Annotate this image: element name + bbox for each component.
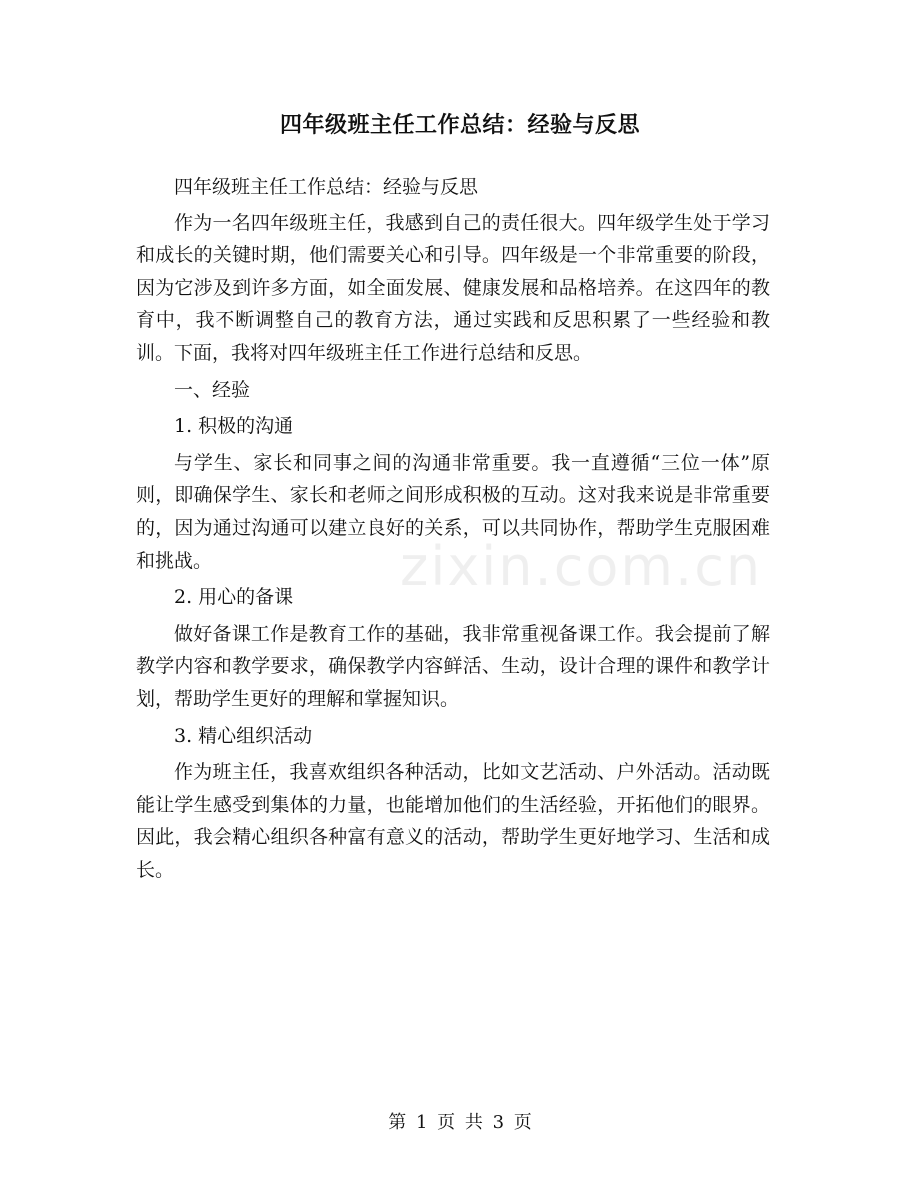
page-number-footer: 第 1 页 共 3 页 bbox=[388, 1112, 532, 1133]
paragraph-lesson-prep: 做好备课工作是教育工作的基础，我非常重视备课工作。我会提前了解教学内容和教学要求，确保教学内容鲜活、生动，设计合理的课件和教学计划，帮助学生更好的理解和掌握知识。 bbox=[136, 622, 770, 710]
section-heading-experience: 一、经验 bbox=[174, 378, 251, 401]
paragraph-activities: 作为班主任，我喜欢组织各种活动，比如文艺活动、户外活动。活动既能让学生感受到集体的力量，也能增加他们的生活经验，开拓他们的眼界。因此，我会精心组织各种富有意义的活动，帮助学生更好地学习、生活和成长。 bbox=[136, 761, 770, 881]
subheading-communication: 1. 积极的沟通 bbox=[174, 415, 294, 438]
watermark-text: zixin.com.cn bbox=[400, 535, 763, 598]
paragraph-communication: 与学生、家长和同事之间的沟通非常重要。我一直遵循“三位一体”原则，即确保学生、家长和老师之间形成积极的互动。这对我来说是非常重要的，因为通过沟通可以建立良好的关系，可以共同协作，帮助学生克服困难和挑战。 bbox=[136, 451, 770, 572]
document-title: 四年级班主任工作总结：经验与反思 bbox=[279, 113, 640, 138]
document-body bbox=[136, 171, 770, 886]
subheading-activities: 3. 精心组织活动 bbox=[174, 724, 313, 747]
subheading-lesson-prep: 2. 用心的备课 bbox=[174, 586, 294, 609]
paragraph-subtitle: 四年级班主任工作总结：经验与反思 bbox=[174, 176, 479, 198]
paragraph-intro: 作为一名四年级班主任，我感到自己的责任很大。四年级学生处于学习和成长的关键时期，他们需要关心和引导。四年级是一个非常重要的阶段，因为它涉及到许多方面，如全面发展、健康发展和品格培养。在这四年的教育中，我不断调整自己的教育方法，通过实践和反思积累了一些经验和教训。下面，我将对四年级班主任工作进行总结和反思。 bbox=[136, 211, 770, 364]
